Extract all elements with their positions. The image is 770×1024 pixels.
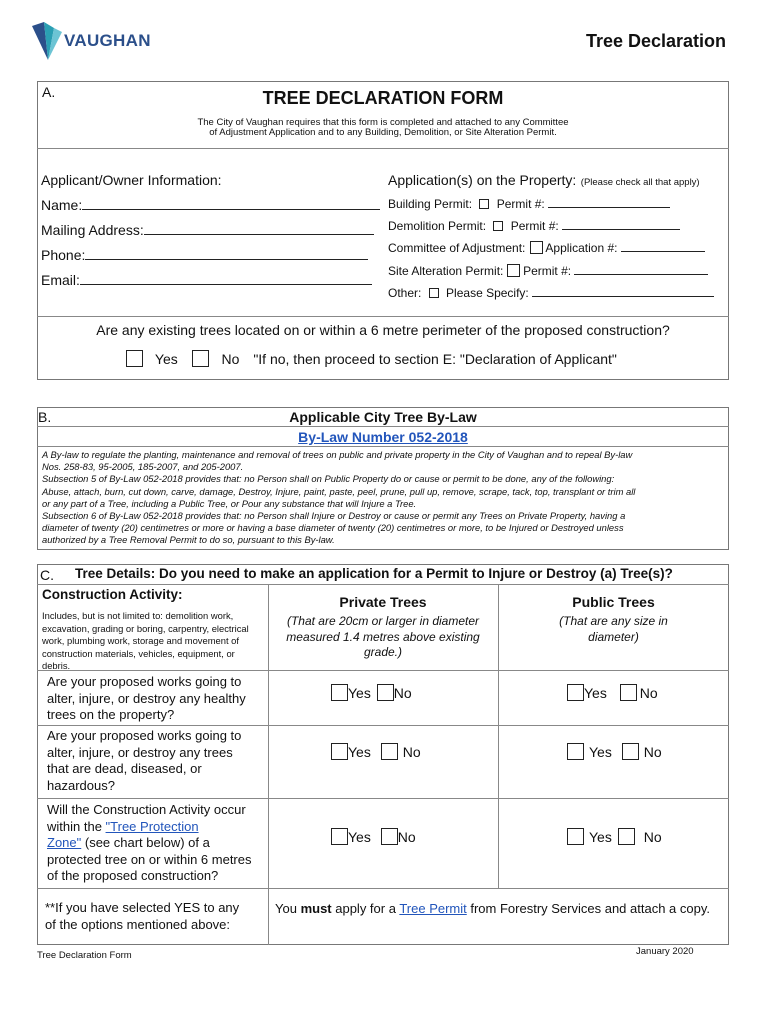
q2-private-answers — [331, 743, 421, 760]
logo-text: VAUGHAN — [64, 31, 151, 50]
question-line: Are your proposed works going to — [47, 674, 242, 689]
q1-public-yes-checkbox[interactable] — [567, 684, 584, 701]
q3-private-no-checkbox[interactable] — [381, 828, 398, 845]
name-label: Name: — [41, 197, 83, 213]
demolition-permit-number-field[interactable] — [562, 219, 680, 230]
bylaw-text — [42, 449, 728, 547]
tree-details-title: Tree Details: Do you need to make an application for a Permit to Injure or Destroy (a) Tree(s)? — [75, 566, 673, 581]
q1-private-no-checkbox[interactable] — [377, 684, 394, 701]
bylaw-number-link[interactable]: By-Law Number 052-2018 — [298, 429, 468, 445]
private-trees-column — [268, 594, 498, 661]
yes-label: Yes — [584, 685, 607, 701]
question-line: trees on the property? — [47, 707, 175, 722]
name-row — [41, 196, 380, 213]
site-alteration-checkbox[interactable] — [507, 264, 520, 277]
building-permit-label: Building Permit: — [388, 197, 473, 211]
construction-line: construction materials, vehicles, equipment, or — [42, 647, 235, 659]
phone-field[interactable] — [85, 246, 368, 260]
applications-heading-row — [388, 172, 700, 190]
tree-protection-zone-link-cont[interactable]: Zone" — [47, 835, 82, 850]
question-line: Are your proposed works going to — [47, 728, 242, 743]
question-line: alter, injure, or destroy any trees — [47, 744, 233, 760]
demolition-permit-checkbox[interactable] — [493, 221, 503, 231]
question-line: within the — [47, 818, 106, 834]
bylaw-text-line: authorized by a Tree Removal Permit to do so, pursuant to this By-law. — [42, 534, 335, 546]
mailing-row — [41, 221, 374, 238]
q2-private-no-checkbox[interactable] — [381, 743, 398, 760]
building-permit-number-label: Permit #: — [496, 197, 545, 211]
no-label: No — [643, 744, 662, 760]
other-specify-field[interactable] — [532, 286, 714, 297]
footer-question — [45, 900, 239, 933]
site-alteration-permit-field[interactable] — [574, 264, 708, 275]
no-label: No — [393, 685, 412, 701]
private-trees-note: measured 1.4 metres above existing — [286, 629, 480, 644]
section-a-letter: A. — [42, 84, 56, 100]
bylaw-title: Applicable City Tree By-Law — [289, 409, 477, 425]
page-title: Tree Declaration — [585, 31, 726, 51]
building-permit-number-field[interactable] — [548, 197, 670, 208]
committee-checkbox[interactable] — [530, 241, 543, 254]
yes-label: Yes — [348, 829, 371, 845]
existing-trees-question: Are any existing trees located on or within a 6 metre perimeter of the proposed construction? — [96, 322, 670, 338]
question-line: of the proposed construction? — [47, 868, 219, 883]
existing-trees-yes-label: Yes — [154, 351, 178, 367]
bylaw-text-line: Nos. 258-83, 95-2005, 185-2007, and 205-2007. — [42, 461, 244, 473]
mailing-address-field[interactable] — [144, 221, 374, 235]
building-permit-checkbox[interactable] — [479, 199, 489, 209]
construction-description — [42, 610, 249, 673]
demolition-permit-label: Demolition Permit: — [388, 219, 487, 233]
no-label: No — [639, 685, 658, 701]
logo-mark-icon — [32, 22, 62, 60]
no-label: No — [643, 829, 662, 845]
question-line: hazardous? — [47, 777, 115, 793]
question-line: of the options mentioned above: — [45, 916, 231, 932]
existing-trees-no-label: No — [221, 351, 240, 367]
section-b-letter: B. — [38, 409, 52, 425]
yes-label: Yes — [589, 744, 612, 760]
committee-application-field[interactable] — [621, 241, 705, 252]
public-trees-note: diameter) — [588, 629, 639, 644]
other-row — [388, 286, 714, 300]
bylaw-text-line: or any part of a Tree, including a Public Tree, or Pour any substance that will Injure a Tree. — [42, 497, 417, 509]
site-alteration-label: Site Alteration Permit: — [388, 264, 504, 278]
no-label: No — [397, 829, 416, 845]
public-trees-column — [498, 594, 729, 645]
must-apply-text: apply for a — [331, 901, 400, 916]
q3-private-answers — [331, 828, 416, 845]
existing-trees-yes-checkbox[interactable] — [126, 350, 143, 367]
existing-trees-no-note: "If no, then proceed to section E: "Declaration of Applicant" — [253, 351, 617, 367]
applications-heading: Application(s) on the Property: — [388, 172, 577, 188]
existing-trees-answer-row — [126, 350, 617, 367]
email-label: Email: — [41, 272, 80, 288]
committee-label: Committee of Adjustment: — [388, 241, 526, 255]
email-row — [41, 271, 372, 288]
must-apply-text: You — [275, 901, 301, 916]
construction-line: excavation, grading or boring, carpentry, electrical — [42, 622, 249, 634]
public-trees-heading: Public Trees — [572, 594, 655, 610]
yes-label: Yes — [348, 685, 371, 701]
q2-public-yes-checkbox[interactable] — [567, 743, 584, 760]
q2-private-yes-checkbox[interactable] — [331, 743, 348, 760]
applications-note: (Please check all that apply) — [580, 177, 700, 188]
form-title: TREE DECLARATION FORM — [262, 88, 504, 108]
vaughan-logo — [30, 22, 152, 62]
tree-protection-zone-link[interactable]: "Tree Protection — [105, 818, 199, 834]
q3-public-no-checkbox[interactable] — [618, 828, 635, 845]
other-label: Other: — [388, 286, 422, 300]
applicant-heading: Applicant/Owner Information: — [41, 172, 222, 188]
question-line: protected tree on or within 6 metres — [47, 851, 252, 867]
committee-row — [388, 241, 705, 255]
q3-public-answers — [567, 828, 662, 845]
must-apply-text: from Forestry Services and attach a copy. — [466, 901, 710, 916]
q1-private-yes-checkbox[interactable] — [331, 684, 348, 701]
no-label: No — [402, 744, 421, 760]
question-line: (see chart below) of a — [81, 835, 210, 850]
private-trees-note: (That are 20cm or larger in diameter — [286, 614, 480, 628]
q1-private-answers — [331, 684, 412, 701]
construction-line: debris. — [42, 660, 71, 672]
section-c-letter: C. — [40, 567, 54, 583]
public-trees-note: (That are any size in — [559, 614, 668, 628]
yes-label: Yes — [589, 829, 612, 845]
footer-form-name: Tree Declaration Form — [37, 950, 132, 961]
bylaw-text-line: Subsection 5 of By-Law 052-2018 provides that: no Person shall on Public Property do or cause or permit to be done, any of the following: — [42, 473, 615, 485]
email-field[interactable] — [80, 271, 372, 285]
question-line: Will the Construction Activity occur — [47, 802, 246, 817]
q3-public-yes-checkbox[interactable] — [567, 828, 584, 845]
question-healthy-trees — [47, 674, 246, 724]
site-alteration-row — [388, 264, 708, 278]
footer-date: January 2020 — [636, 946, 694, 957]
question-tree-protection-zone — [47, 802, 252, 885]
must-apply-emphasis: must — [300, 901, 332, 916]
question-line: **If you have selected YES to any — [45, 900, 240, 915]
q1-public-no-checkbox[interactable] — [620, 684, 637, 701]
q3-private-yes-checkbox[interactable] — [331, 828, 348, 845]
demolition-permit-number-label: Permit #: — [510, 219, 559, 233]
bylaw-number-row — [37, 429, 729, 447]
bylaw-text-line: diameter of twenty (20) centimetres or more or having a base diameter of twenty (20) centimetres or more, to be Injured or Destroyed unless — [42, 522, 624, 534]
intro-line-2: of Adjustment Application and to any Building, Demolition, or Site Alteration Permit. — [209, 127, 557, 138]
existing-trees-no-checkbox[interactable] — [192, 350, 209, 367]
construction-line: Includes, but is not limited to: demolition work, — [42, 610, 234, 621]
question-dead-trees — [47, 728, 241, 794]
intro-line-1: The City of Vaughan requires that this form is completed and attached to any Committee — [197, 117, 569, 128]
demolition-permit-row — [388, 219, 680, 233]
yes-label: Yes — [348, 744, 371, 760]
committee-application-label: Application #: — [545, 241, 618, 255]
tree-permit-link[interactable]: Tree Permit — [399, 901, 467, 916]
other-checkbox[interactable] — [429, 288, 439, 298]
building-permit-row — [388, 197, 670, 211]
bylaw-text-line: A By-law to regulate the planting, maintenance and removal of trees on public and private property in the City of Vaughan and to repeal By-law — [42, 449, 633, 460]
private-trees-heading: Private Trees — [339, 594, 427, 610]
q2-public-answers — [567, 743, 662, 760]
q2-public-no-checkbox[interactable] — [622, 743, 639, 760]
construction-heading: Construction Activity: — [42, 587, 183, 602]
construction-line: work, plumbing work, storage and movement of — [42, 635, 239, 647]
question-line: alter, injure, or destroy any healthy — [47, 690, 246, 706]
question-line: that are dead, diseased, or — [47, 761, 202, 776]
phone-row — [41, 246, 368, 263]
phone-label: Phone: — [41, 247, 86, 263]
bylaw-text-line: Abuse, attach, burn, cut down, carve, damage, Destroy, Injure, paint, paste, peel, prune, pull up, remove, scrape, tack, top, transplant or trim all — [42, 485, 636, 497]
site-alteration-permit-label: Permit #: — [523, 264, 572, 278]
other-specify-label: Please Specify: — [446, 286, 529, 300]
q1-public-answers — [567, 684, 658, 701]
mailing-label: Mailing Address: — [41, 222, 144, 238]
bylaw-text-line: Subsection 6 of By-Law 052-2018 provides that: no Person shall Injure or Destroy or cause or permit any Trees on Private Property, having a — [42, 510, 626, 522]
must-apply-statement — [275, 901, 710, 916]
private-trees-note: grade.) — [363, 645, 403, 659]
name-field[interactable] — [82, 196, 380, 210]
